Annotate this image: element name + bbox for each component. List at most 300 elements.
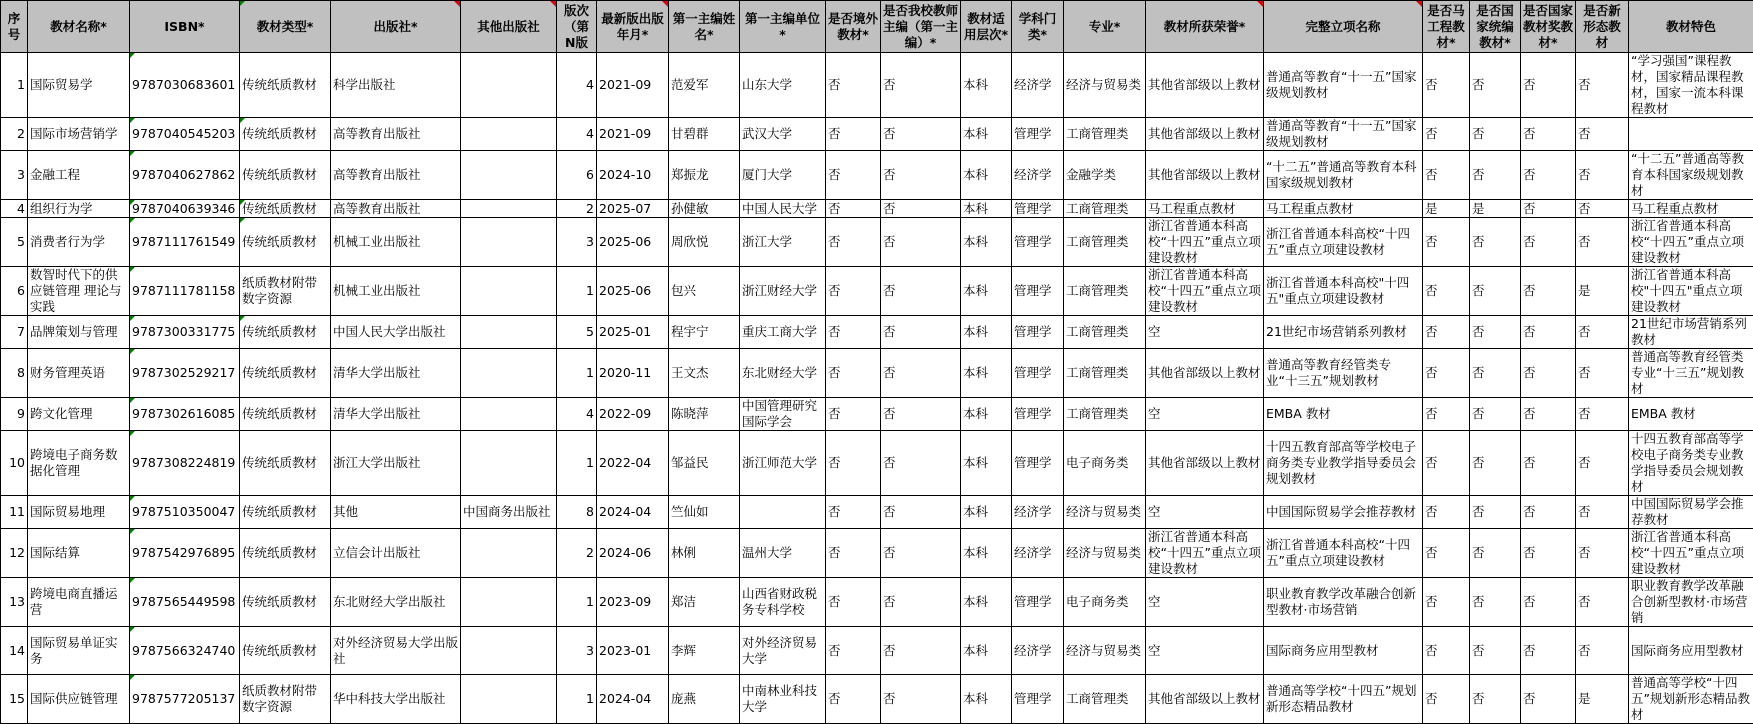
cell-mgc[interactable]: 否 <box>1423 578 1470 627</box>
cell-seq[interactable]: 6 <box>1 267 28 316</box>
cell-major[interactable]: 工商管理类 <box>1064 675 1146 724</box>
cell-publisher[interactable]: 科学出版社 <box>331 53 461 118</box>
cell-name[interactable]: 数智时代下的供应链管理 理论与实践 <box>28 267 130 316</box>
cell-honor[interactable]: 其他省部级以上教材 <box>1146 151 1264 200</box>
cell-mgc[interactable]: 否 <box>1423 316 1470 349</box>
cell-isbn[interactable]: 9787040639346 <box>130 200 240 218</box>
cell-features[interactable]: 浙江省普通本科高校“十四五”重点立项建设教材 <box>1629 529 1753 578</box>
cell-other-publisher[interactable] <box>461 267 557 316</box>
cell-level[interactable]: 本科 <box>961 151 1012 200</box>
cell-our-teacher[interactable]: 否 <box>881 53 961 118</box>
column-header-editor[interactable]: 第一主编姓名* <box>669 1 740 53</box>
cell-publisher[interactable]: 东北财经大学出版社 <box>331 578 461 627</box>
cell-publisher[interactable]: 高等教育出版社 <box>331 200 461 218</box>
cell-our-teacher[interactable]: 否 <box>881 398 961 431</box>
cell-seq[interactable]: 9 <box>1 398 28 431</box>
cell-overseas[interactable]: 否 <box>826 496 881 529</box>
cell-level[interactable]: 本科 <box>961 675 1012 724</box>
cell-level[interactable]: 本科 <box>961 267 1012 316</box>
cell-new-form[interactable]: 否 <box>1576 496 1629 529</box>
cell-seq[interactable]: 10 <box>1 431 28 496</box>
cell-our-teacher[interactable]: 否 <box>881 431 961 496</box>
cell-national-unified[interactable]: 否 <box>1470 118 1521 151</box>
cell-discipline[interactable]: 管理学 <box>1012 578 1064 627</box>
cell-name[interactable]: 国际市场营销学 <box>28 118 130 151</box>
cell-project-name[interactable]: 普通高等教育“十一五”国家级规划教材 <box>1264 118 1423 151</box>
cell-major[interactable]: 工商管理类 <box>1064 267 1146 316</box>
cell-publisher[interactable]: 华中科技大学出版社 <box>331 675 461 724</box>
cell-type[interactable]: 传统纸质教材 <box>240 200 331 218</box>
cell-major[interactable]: 工商管理类 <box>1064 118 1146 151</box>
cell-mgc[interactable]: 否 <box>1423 118 1470 151</box>
cell-isbn[interactable]: 9787565449598 <box>130 578 240 627</box>
cell-features[interactable]: 中国国际贸易学会推荐教材 <box>1629 496 1753 529</box>
cell-our-teacher[interactable]: 否 <box>881 529 961 578</box>
cell-editor[interactable]: 郑洁 <box>669 578 740 627</box>
cell-overseas[interactable]: 否 <box>826 267 881 316</box>
cell-project-name[interactable]: 21世纪市场营销系列教材 <box>1264 316 1423 349</box>
cell-isbn[interactable]: 9787542976895 <box>130 529 240 578</box>
cell-editor-unit[interactable]: 重庆工商大学 <box>740 316 826 349</box>
cell-project-name[interactable]: 浙江省普通本科高校"十四五"重点立项建设教材 <box>1264 267 1423 316</box>
cell-new-form[interactable]: 否 <box>1576 316 1629 349</box>
cell-type[interactable]: 传统纸质教材 <box>240 578 331 627</box>
cell-new-form[interactable]: 否 <box>1576 578 1629 627</box>
cell-pub-date[interactable]: 2024-10 <box>597 151 669 200</box>
cell-name[interactable]: 跨文化管理 <box>28 398 130 431</box>
cell-level[interactable]: 本科 <box>961 529 1012 578</box>
cell-edition[interactable]: 5 <box>557 316 597 349</box>
cell-editor-unit[interactable]: 武汉大学 <box>740 118 826 151</box>
cell-mgc[interactable]: 否 <box>1423 267 1470 316</box>
cell-discipline[interactable]: 经济学 <box>1012 53 1064 118</box>
cell-features[interactable]: 十四五教育部高等学校电子商务类专业教学指导委员会规划教材 <box>1629 431 1753 496</box>
cell-publisher[interactable]: 中国人民大学出版社 <box>331 316 461 349</box>
cell-publisher[interactable]: 高等教育出版社 <box>331 151 461 200</box>
cell-features[interactable]: “学习强国”课程教材，国家精品课程教材，国家一流本科课程教材 <box>1629 53 1753 118</box>
cell-national-unified[interactable]: 否 <box>1470 529 1521 578</box>
cell-isbn[interactable]: 9787510350047 <box>130 496 240 529</box>
cell-pub-date[interactable]: 2023-01 <box>597 627 669 675</box>
cell-publisher[interactable]: 清华大学出版社 <box>331 349 461 398</box>
cell-isbn[interactable]: 9787577205137 <box>130 675 240 724</box>
cell-editor-unit[interactable]: 对外经济贸易大学 <box>740 627 826 675</box>
cell-major[interactable]: 工商管理类 <box>1064 349 1146 398</box>
cell-features[interactable]: 马工程重点教材 <box>1629 200 1753 218</box>
cell-pub-date[interactable]: 2025-07 <box>597 200 669 218</box>
cell-editor[interactable]: 林俐 <box>669 529 740 578</box>
cell-editor[interactable]: 王文杰 <box>669 349 740 398</box>
cell-other-publisher[interactable] <box>461 316 557 349</box>
cell-other-publisher[interactable] <box>461 118 557 151</box>
cell-national-unified[interactable]: 否 <box>1470 431 1521 496</box>
cell-our-teacher[interactable]: 否 <box>881 316 961 349</box>
cell-seq[interactable]: 4 <box>1 200 28 218</box>
cell-publisher[interactable]: 机械工业出版社 <box>331 218 461 267</box>
cell-edition[interactable]: 3 <box>557 627 597 675</box>
cell-isbn[interactable]: 9787308224819 <box>130 431 240 496</box>
cell-discipline[interactable]: 管理学 <box>1012 349 1064 398</box>
cell-new-form[interactable]: 否 <box>1576 118 1629 151</box>
cell-overseas[interactable]: 否 <box>826 529 881 578</box>
cell-edition[interactable]: 8 <box>557 496 597 529</box>
cell-our-teacher[interactable]: 否 <box>881 267 961 316</box>
cell-level[interactable]: 本科 <box>961 316 1012 349</box>
cell-honor[interactable]: 空 <box>1146 496 1264 529</box>
cell-national-unified[interactable]: 否 <box>1470 675 1521 724</box>
cell-national-award[interactable]: 否 <box>1521 431 1576 496</box>
cell-editor[interactable]: 竺仙如 <box>669 496 740 529</box>
cell-other-publisher[interactable] <box>461 627 557 675</box>
column-header-editor-unit[interactable]: 第一主编单位* <box>740 1 826 53</box>
cell-discipline[interactable]: 经济学 <box>1012 151 1064 200</box>
cell-discipline[interactable]: 经济学 <box>1012 529 1064 578</box>
cell-type[interactable]: 传统纸质教材 <box>240 398 331 431</box>
cell-edition[interactable]: 1 <box>557 267 597 316</box>
column-header-our-teacher[interactable]: 是否我校教师主编（第一主编）* <box>881 1 961 53</box>
cell-features[interactable]: 普通高等教育经管类专业“十三五”规划教材 <box>1629 349 1753 398</box>
cell-isbn[interactable]: 9787566324740 <box>130 627 240 675</box>
cell-level[interactable]: 本科 <box>961 349 1012 398</box>
cell-discipline[interactable]: 管理学 <box>1012 431 1064 496</box>
cell-pub-date[interactable]: 2021-09 <box>597 53 669 118</box>
cell-major[interactable]: 经济与贸易类 <box>1064 627 1146 675</box>
cell-edition[interactable]: 6 <box>557 151 597 200</box>
cell-honor[interactable]: 其他省部级以上教材 <box>1146 118 1264 151</box>
cell-publisher[interactable]: 浙江大学出版社 <box>331 431 461 496</box>
cell-discipline[interactable]: 经济学 <box>1012 496 1064 529</box>
cell-editor[interactable]: 陈晓萍 <box>669 398 740 431</box>
cell-major[interactable]: 金融学类 <box>1064 151 1146 200</box>
cell-pub-date[interactable]: 2024-06 <box>597 529 669 578</box>
column-header-isbn[interactable]: ISBN* <box>130 1 240 53</box>
cell-editor[interactable]: 郑振龙 <box>669 151 740 200</box>
cell-national-unified[interactable]: 否 <box>1470 53 1521 118</box>
cell-editor-unit[interactable] <box>740 496 826 529</box>
cell-mgc[interactable]: 否 <box>1423 431 1470 496</box>
cell-national-award[interactable]: 否 <box>1521 627 1576 675</box>
cell-honor[interactable]: 其他省部级以上教材 <box>1146 349 1264 398</box>
cell-edition[interactable]: 3 <box>557 218 597 267</box>
cell-new-form[interactable]: 否 <box>1576 200 1629 218</box>
cell-name[interactable]: 国际贸易地理 <box>28 496 130 529</box>
column-header-pub-date[interactable]: 最新版出版年月* <box>597 1 669 53</box>
cell-new-form[interactable]: 否 <box>1576 627 1629 675</box>
cell-mgc[interactable]: 否 <box>1423 529 1470 578</box>
cell-seq[interactable]: 15 <box>1 675 28 724</box>
cell-new-form[interactable]: 否 <box>1576 349 1629 398</box>
cell-level[interactable]: 本科 <box>961 627 1012 675</box>
cell-seq[interactable]: 3 <box>1 151 28 200</box>
cell-national-award[interactable]: 否 <box>1521 496 1576 529</box>
cell-honor[interactable]: 空 <box>1146 578 1264 627</box>
cell-overseas[interactable]: 否 <box>826 431 881 496</box>
cell-edition[interactable]: 2 <box>557 200 597 218</box>
cell-name[interactable]: 跨境电子商务数据化管理 <box>28 431 130 496</box>
cell-editor[interactable]: 甘碧群 <box>669 118 740 151</box>
cell-national-unified[interactable]: 否 <box>1470 496 1521 529</box>
cell-features[interactable]: 浙江省普通本科高校"十四五"重点立项建设教材 <box>1629 267 1753 316</box>
cell-seq[interactable]: 14 <box>1 627 28 675</box>
cell-level[interactable]: 本科 <box>961 578 1012 627</box>
cell-seq[interactable]: 2 <box>1 118 28 151</box>
cell-features[interactable]: 国际商务应用型教材 <box>1629 627 1753 675</box>
cell-overseas[interactable]: 否 <box>826 151 881 200</box>
cell-overseas[interactable]: 否 <box>826 349 881 398</box>
cell-other-publisher[interactable] <box>461 349 557 398</box>
cell-name[interactable]: 品牌策划与管理 <box>28 316 130 349</box>
cell-national-award[interactable]: 否 <box>1521 267 1576 316</box>
cell-other-publisher[interactable] <box>461 151 557 200</box>
cell-edition[interactable]: 2 <box>557 529 597 578</box>
cell-edition[interactable]: 1 <box>557 675 597 724</box>
cell-type[interactable]: 传统纸质教材 <box>240 316 331 349</box>
cell-discipline[interactable]: 经济学 <box>1012 627 1064 675</box>
cell-editor-unit[interactable]: 中国管理研究国际学会 <box>740 398 826 431</box>
cell-major[interactable]: 电子商务类 <box>1064 578 1146 627</box>
cell-honor[interactable]: 空 <box>1146 627 1264 675</box>
cell-project-name[interactable]: 浙江省普通本科高校“十四五”重点立项建设教材 <box>1264 218 1423 267</box>
cell-national-unified[interactable]: 否 <box>1470 627 1521 675</box>
cell-name[interactable]: 金融工程 <box>28 151 130 200</box>
cell-mgc[interactable]: 否 <box>1423 151 1470 200</box>
cell-major[interactable]: 经济与贸易类 <box>1064 529 1146 578</box>
cell-features[interactable]: 职业教育教学改革融合创新型教材·市场营销 <box>1629 578 1753 627</box>
cell-level[interactable]: 本科 <box>961 431 1012 496</box>
column-header-project-name[interactable]: 完整立项名称 <box>1264 1 1423 53</box>
cell-major[interactable]: 工商管理类 <box>1064 316 1146 349</box>
cell-our-teacher[interactable]: 否 <box>881 218 961 267</box>
cell-type[interactable]: 纸质教材附带数字资源 <box>240 267 331 316</box>
cell-editor-unit[interactable]: 温州大学 <box>740 529 826 578</box>
cell-level[interactable]: 本科 <box>961 218 1012 267</box>
cell-editor-unit[interactable]: 山西省财政税务专科学校 <box>740 578 826 627</box>
cell-features[interactable]: 21世纪市场营销系列教材 <box>1629 316 1753 349</box>
cell-name[interactable]: 国际结算 <box>28 529 130 578</box>
cell-discipline[interactable]: 管理学 <box>1012 675 1064 724</box>
cell-name[interactable]: 消费者行为学 <box>28 218 130 267</box>
cell-publisher[interactable]: 清华大学出版社 <box>331 398 461 431</box>
cell-mgc[interactable]: 否 <box>1423 218 1470 267</box>
cell-honor[interactable]: 空 <box>1146 398 1264 431</box>
cell-features[interactable]: EMBA 教材 <box>1629 398 1753 431</box>
cell-national-unified[interactable]: 否 <box>1470 398 1521 431</box>
cell-seq[interactable]: 7 <box>1 316 28 349</box>
cell-seq[interactable]: 13 <box>1 578 28 627</box>
cell-edition[interactable]: 4 <box>557 53 597 118</box>
cell-honor[interactable]: 其他省部级以上教材 <box>1146 431 1264 496</box>
cell-our-teacher[interactable]: 否 <box>881 675 961 724</box>
cell-national-unified[interactable]: 否 <box>1470 267 1521 316</box>
cell-national-unified[interactable]: 否 <box>1470 151 1521 200</box>
cell-new-form[interactable]: 否 <box>1576 529 1629 578</box>
column-header-level[interactable]: 教材适用层次* <box>961 1 1012 53</box>
cell-publisher[interactable]: 其他 <box>331 496 461 529</box>
cell-overseas[interactable]: 否 <box>826 398 881 431</box>
cell-major[interactable]: 经济与贸易类 <box>1064 53 1146 118</box>
cell-name[interactable]: 国际贸易单证实务 <box>28 627 130 675</box>
cell-project-name[interactable]: 浙江省普通本科高校“十四五”重点立项建设教材 <box>1264 529 1423 578</box>
cell-type[interactable]: 传统纸质教材 <box>240 53 331 118</box>
column-header-overseas[interactable]: 是否境外教材* <box>826 1 881 53</box>
cell-level[interactable]: 本科 <box>961 200 1012 218</box>
cell-features[interactable] <box>1629 118 1753 151</box>
cell-national-award[interactable]: 否 <box>1521 578 1576 627</box>
cell-editor[interactable]: 李辉 <box>669 627 740 675</box>
cell-seq[interactable]: 5 <box>1 218 28 267</box>
cell-discipline[interactable]: 管理学 <box>1012 200 1064 218</box>
cell-isbn[interactable]: 9787111761549 <box>130 218 240 267</box>
cell-other-publisher[interactable] <box>461 529 557 578</box>
cell-mgc[interactable]: 否 <box>1423 496 1470 529</box>
cell-seq[interactable]: 1 <box>1 53 28 118</box>
cell-project-name[interactable]: 职业教育教学改革融合创新型教材·市场营销 <box>1264 578 1423 627</box>
cell-our-teacher[interactable]: 否 <box>881 200 961 218</box>
cell-type[interactable]: 纸质教材附带数字资源 <box>240 675 331 724</box>
cell-editor[interactable]: 庞燕 <box>669 675 740 724</box>
cell-type[interactable]: 传统纸质教材 <box>240 151 331 200</box>
cell-project-name[interactable]: 十四五教育部高等学校电子商务类专业教学指导委员会规划教材 <box>1264 431 1423 496</box>
cell-mgc[interactable]: 是 <box>1423 200 1470 218</box>
cell-editor-unit[interactable]: 浙江财经大学 <box>740 267 826 316</box>
cell-isbn[interactable]: 9787111781158 <box>130 267 240 316</box>
cell-new-form[interactable]: 否 <box>1576 53 1629 118</box>
cell-editor[interactable]: 周欣悦 <box>669 218 740 267</box>
cell-editor[interactable]: 程宇宁 <box>669 316 740 349</box>
cell-name[interactable]: 国际贸易学 <box>28 53 130 118</box>
cell-editor-unit[interactable]: 浙江师范大学 <box>740 431 826 496</box>
cell-overseas[interactable]: 否 <box>826 578 881 627</box>
cell-editor[interactable]: 孙健敏 <box>669 200 740 218</box>
cell-national-award[interactable]: 否 <box>1521 53 1576 118</box>
cell-major[interactable]: 电子商务类 <box>1064 431 1146 496</box>
cell-national-unified[interactable]: 是 <box>1470 200 1521 218</box>
cell-pub-date[interactable]: 2024-04 <box>597 496 669 529</box>
cell-national-award[interactable]: 否 <box>1521 529 1576 578</box>
cell-new-form[interactable]: 否 <box>1576 398 1629 431</box>
column-header-publisher[interactable]: 出版社* <box>331 1 461 53</box>
cell-name[interactable]: 跨境电商直播运营 <box>28 578 130 627</box>
cell-project-name[interactable]: 普通高等教育“十一五”国家级规划教材 <box>1264 53 1423 118</box>
cell-type[interactable]: 传统纸质教材 <box>240 349 331 398</box>
cell-editor-unit[interactable]: 中南林业科技大学 <box>740 675 826 724</box>
cell-overseas[interactable]: 否 <box>826 118 881 151</box>
cell-our-teacher[interactable]: 否 <box>881 118 961 151</box>
cell-edition[interactable]: 1 <box>557 431 597 496</box>
cell-pub-date[interactable]: 2022-04 <box>597 431 669 496</box>
cell-discipline[interactable]: 管理学 <box>1012 118 1064 151</box>
cell-national-award[interactable]: 否 <box>1521 151 1576 200</box>
cell-publisher[interactable]: 对外经济贸易大学出版社 <box>331 627 461 675</box>
cell-new-form[interactable]: 否 <box>1576 218 1629 267</box>
cell-mgc[interactable]: 否 <box>1423 53 1470 118</box>
cell-major[interactable]: 工商管理类 <box>1064 218 1146 267</box>
column-header-edition[interactable]: 版次（第N版 <box>557 1 597 53</box>
cell-features[interactable]: “十二五”普通高等教育本科国家级规划教材 <box>1629 151 1753 200</box>
cell-type[interactable]: 传统纸质教材 <box>240 627 331 675</box>
cell-national-unified[interactable]: 否 <box>1470 578 1521 627</box>
cell-seq[interactable]: 12 <box>1 529 28 578</box>
cell-mgc[interactable]: 否 <box>1423 627 1470 675</box>
cell-mgc[interactable]: 否 <box>1423 675 1470 724</box>
cell-edition[interactable]: 1 <box>557 578 597 627</box>
cell-editor-unit[interactable]: 东北财经大学 <box>740 349 826 398</box>
cell-editor[interactable]: 范爱军 <box>669 53 740 118</box>
cell-honor[interactable]: 其他省部级以上教材 <box>1146 53 1264 118</box>
cell-national-unified[interactable]: 否 <box>1470 349 1521 398</box>
cell-editor-unit[interactable]: 浙江大学 <box>740 218 826 267</box>
cell-edition[interactable]: 1 <box>557 349 597 398</box>
cell-pub-date[interactable]: 2025-06 <box>597 267 669 316</box>
column-header-new-form[interactable]: 是否新形态教材 <box>1576 1 1629 53</box>
column-header-type[interactable]: 教材类型* <box>240 1 331 53</box>
cell-national-award[interactable]: 否 <box>1521 398 1576 431</box>
cell-level[interactable]: 本科 <box>961 118 1012 151</box>
column-header-other-publisher[interactable]: 其他出版社 <box>461 1 557 53</box>
cell-national-award[interactable]: 否 <box>1521 218 1576 267</box>
cell-honor[interactable]: 马工程重点教材 <box>1146 200 1264 218</box>
cell-isbn[interactable]: 9787040627862 <box>130 151 240 200</box>
cell-major[interactable]: 工商管理类 <box>1064 398 1146 431</box>
cell-other-publisher[interactable] <box>461 431 557 496</box>
cell-pub-date[interactable]: 2020-11 <box>597 349 669 398</box>
cell-new-form[interactable]: 否 <box>1576 151 1629 200</box>
cell-level[interactable]: 本科 <box>961 398 1012 431</box>
cell-other-publisher[interactable] <box>461 53 557 118</box>
cell-honor[interactable]: 浙江省普通本科高校“十四五”重点立项建设教材 <box>1146 267 1264 316</box>
cell-pub-date[interactable]: 2023-09 <box>597 578 669 627</box>
cell-our-teacher[interactable]: 否 <box>881 496 961 529</box>
cell-isbn[interactable]: 9787302616085 <box>130 398 240 431</box>
cell-new-form[interactable]: 是 <box>1576 675 1629 724</box>
cell-editor-unit[interactable]: 厦门大学 <box>740 151 826 200</box>
cell-other-publisher[interactable] <box>461 675 557 724</box>
cell-other-publisher[interactable] <box>461 218 557 267</box>
column-header-national-unified[interactable]: 是否国家统编教材* <box>1470 1 1521 53</box>
cell-edition[interactable]: 4 <box>557 118 597 151</box>
cell-type[interactable]: 传统纸质教材 <box>240 529 331 578</box>
cell-honor[interactable]: 空 <box>1146 316 1264 349</box>
cell-publisher[interactable]: 高等教育出版社 <box>331 118 461 151</box>
cell-editor[interactable]: 包兴 <box>669 267 740 316</box>
cell-isbn[interactable]: 9787030683601 <box>130 53 240 118</box>
column-header-mgc[interactable]: 是否马工程教材* <box>1423 1 1470 53</box>
cell-national-award[interactable]: 否 <box>1521 316 1576 349</box>
cell-project-name[interactable]: 国际商务应用型教材 <box>1264 627 1423 675</box>
cell-isbn[interactable]: 9787300331775 <box>130 316 240 349</box>
cell-editor-unit[interactable]: 中国人民大学 <box>740 200 826 218</box>
cell-project-name[interactable]: EMBA 教材 <box>1264 398 1423 431</box>
cell-our-teacher[interactable]: 否 <box>881 151 961 200</box>
cell-project-name[interactable]: “十二五”普通高等教育本科国家级规划教材 <box>1264 151 1423 200</box>
column-header-national-award[interactable]: 是否国家教材奖教材* <box>1521 1 1576 53</box>
cell-editor-unit[interactable]: 山东大学 <box>740 53 826 118</box>
column-header-honor[interactable]: 教材所获荣誉* <box>1146 1 1264 53</box>
cell-isbn[interactable]: 9787302529217 <box>130 349 240 398</box>
cell-discipline[interactable]: 管理学 <box>1012 316 1064 349</box>
cell-features[interactable]: 浙江省普通本科高校“十四五”重点立项建设教材 <box>1629 218 1753 267</box>
cell-discipline[interactable]: 管理学 <box>1012 267 1064 316</box>
column-header-seq[interactable]: 序号 <box>1 1 28 53</box>
cell-name[interactable]: 财务管理英语 <box>28 349 130 398</box>
cell-discipline[interactable]: 管理学 <box>1012 218 1064 267</box>
cell-level[interactable]: 本科 <box>961 496 1012 529</box>
cell-publisher[interactable]: 立信会计出版社 <box>331 529 461 578</box>
cell-national-award[interactable]: 否 <box>1521 118 1576 151</box>
column-header-major[interactable]: 专业* <box>1064 1 1146 53</box>
cell-project-name[interactable]: 中国国际贸易学会推荐教材 <box>1264 496 1423 529</box>
cell-name[interactable]: 国际供应链管理 <box>28 675 130 724</box>
